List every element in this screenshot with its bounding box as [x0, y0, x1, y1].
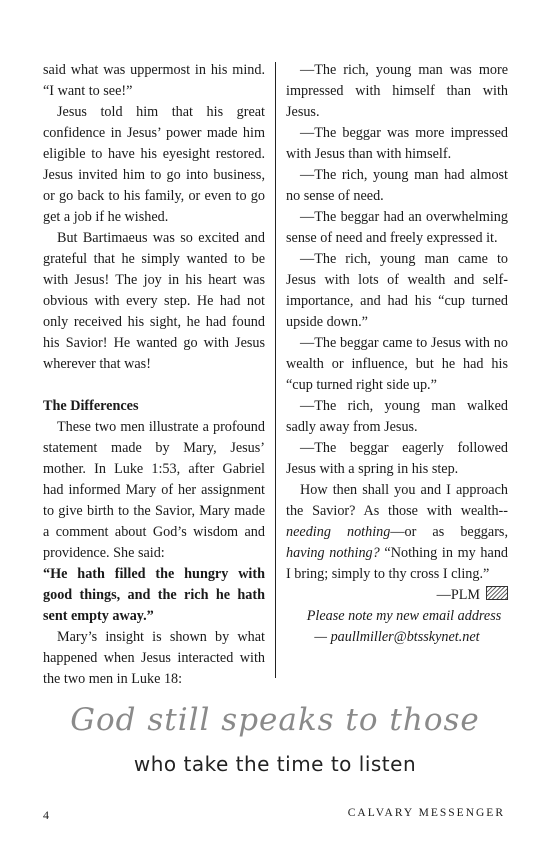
paragraph: Jesus told him that his great confidence in Jesus’ power made him eligible to have his eyesight restored. Jesus invited him to go into business, or go back to his family, or even to go get a job if he wished.	[43, 104, 265, 225]
text-run: “Nothing in my hand I bring; simply to thy cross I cling.”	[286, 545, 509, 582]
paragraph: —The beggar had an overwhelming sense of need and freely expressed it.	[286, 209, 508, 246]
signature: —PLM	[436, 587, 480, 603]
paragraph: —The beggar came to Jesus with no wealth or influence, but he had his “cup turned right side up.”	[286, 335, 508, 393]
emphasis: needing nothing	[286, 524, 391, 540]
text-run: How then shall you and I approach the Savior? As those with wealth--	[286, 482, 508, 519]
paragraph: —The beggar eagerly followed Jesus with a spring in his step.	[286, 440, 508, 477]
paragraph: —The rich, young man had almost no sense of need.	[286, 167, 508, 204]
paragraph: —The rich, young man came to Jesus with lots of wealth and self-importance, and had his “cup turned upside down.”	[286, 251, 508, 330]
tagline-script: God still speaks to those	[70, 702, 480, 738]
paragraph: said what was uppermost in his mind. “I want to see!”	[43, 62, 265, 99]
text-run: —or as beggars,	[390, 524, 508, 540]
signature-line	[286, 585, 508, 606]
section-heading: The Differences	[43, 398, 139, 414]
email-note: Please note my new email address — paullmiller@btsskynet.net	[306, 608, 502, 645]
tagline-subtitle: who take the time to listen	[133, 752, 417, 776]
right-column	[286, 60, 508, 648]
scripture-quote: “He hath filled the hungry with good things, and the rich he hath sent empty away.”	[43, 566, 265, 624]
paragraph: —The rich, young man was more impressed with himself than with Jesus.	[286, 62, 508, 120]
publication-title: CALVARY MESSENGER	[347, 807, 505, 819]
page-number: 4	[43, 808, 49, 822]
column-divider	[275, 62, 276, 678]
spacer	[43, 375, 265, 396]
paragraph: But Bartimaeus was so excited and grateful that he simply wanted to be with Jesus! The joy in his heart was obvious with every step. He had not only received his sight, he had found his Savior! He wanted go with Jesus wherever that was!	[43, 230, 265, 372]
signature-image	[486, 586, 508, 600]
paragraph: Mary’s insight is shown by what happened when Jesus interacted with the two men in Luke 18:	[43, 629, 265, 687]
left-column	[43, 60, 265, 690]
paragraph: —The beggar was more impressed with Jesus than with himself.	[286, 125, 508, 162]
paragraph: These two men illustrate a profound statement made by Mary, Jesus’ mother. In Luke 1:53, after Gabriel had informed Mary of her assignment to give birth to the Savior, Mary made a comment about God’s wisdom and providence. She said:	[43, 419, 265, 561]
emphasis: having nothing?	[286, 545, 380, 561]
paragraph	[286, 480, 508, 585]
paragraph: —The rich, young man walked sadly away from Jesus.	[286, 398, 508, 435]
